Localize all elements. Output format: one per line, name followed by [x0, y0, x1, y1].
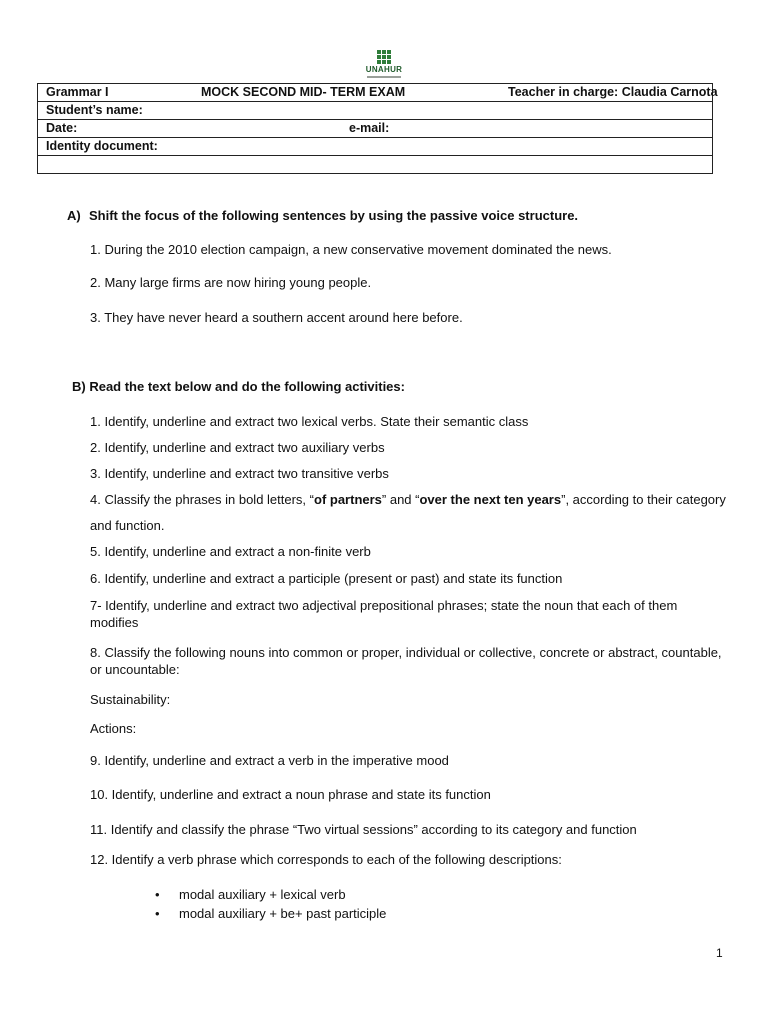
item-4-text: 4. Classify the phrases in bold letters, “: [90, 492, 314, 507]
section-b-item-12: 12. Identify a verb phrase which corresponds to each of the following descriptions:: [90, 852, 562, 867]
section-b-item-9: 9. Identify, underline and extract a verb in the imperative mood: [90, 753, 449, 768]
bullet-text: modal auxiliary + be+ past participle: [179, 906, 387, 921]
section-b-title: B) Read the text below and do the following activities:: [72, 379, 405, 394]
section-b-item-11: 11. Identify and classify the phrase “Two virtual sessions” according to its category and function: [90, 822, 637, 837]
section-a-item: 3. They have never heard a southern accent around here before.: [90, 310, 463, 325]
section-b-item-7: 7- Identify, underline and extract two adjectival prepositional phrases; state the noun that each of them modifies: [90, 598, 678, 630]
unahur-logo: [359, 50, 409, 78]
section-b-item-8: 8. Classify the following nouns into common or proper, individual or collective, concrete or abstract, countable, or uncountable:: [90, 645, 722, 677]
section-a-letter: A): [67, 208, 81, 223]
section-b-item-3: 3. Identify, underline and extract two transitive verbs: [90, 466, 389, 481]
section-b-item-10: 10. Identify, underline and extract a noun phrase and state its function: [90, 787, 491, 802]
item-4-text: ”, according to their category: [561, 492, 726, 507]
bold-phrase-next-ten-years: over the next ten years: [419, 492, 562, 507]
noun-actions: Actions:: [90, 721, 137, 736]
section-a-heading: [67, 208, 578, 223]
logo-wordmark: UNAHUR: [365, 65, 403, 74]
section-b-item-2: 2. Identify, underline and extract two auxiliary verbs: [90, 440, 385, 455]
bullet-text: modal auxiliary + lexical verb: [179, 887, 346, 902]
section-a-title: Shift the focus of the following sentences by using the passive voice structure.: [89, 208, 579, 223]
bullet-item: [157, 887, 346, 902]
noun-sustainability: Sustainability:: [90, 692, 171, 707]
identity-document-field[interactable]: [38, 138, 713, 156]
exam-header-table: [37, 83, 718, 174]
date-label: Date:: [46, 121, 78, 135]
section-b-item-4-cont: and function.: [90, 518, 165, 533]
student-name-field[interactable]: [38, 102, 713, 120]
header-row-title: [38, 84, 718, 102]
logo-mark-icon: [359, 50, 409, 64]
section-b-item-5: 5. Identify, underline and extract a non-finite verb: [90, 544, 371, 559]
section-b-item-1: 1. Identify, underline and extract two lexical verbs. State their semantic class: [90, 414, 529, 429]
course-name: Grammar I: [46, 85, 109, 99]
page-number: 1: [716, 946, 723, 960]
blank-header-row[interactable]: [38, 156, 713, 174]
logo-subtitle-mark: [367, 76, 401, 78]
section-a-item: 1. During the 2010 election campaign, a new conservative movement dominated the news.: [90, 242, 612, 257]
bold-phrase-of-partners: of partners: [314, 492, 382, 507]
item-4-text: ” and “: [381, 492, 420, 507]
email-label: e-mail:: [349, 121, 390, 135]
date-email-field[interactable]: [38, 120, 713, 138]
teacher-in-charge: Teacher in charge: Claudia Carnota: [508, 85, 718, 99]
bullet-item: [157, 906, 386, 921]
identity-document-label: Identity document:: [46, 139, 158, 153]
section-a-item: 2. Many large firms are now hiring young people.: [90, 275, 372, 290]
student-name-label: Student’s name:: [46, 103, 143, 117]
section-b-item-4: [90, 492, 726, 507]
section-b-item-6: 6. Identify, underline and extract a participle (present or past) and state its function: [90, 571, 563, 586]
exam-title: MOCK SECOND MID- TERM EXAM: [201, 85, 406, 99]
